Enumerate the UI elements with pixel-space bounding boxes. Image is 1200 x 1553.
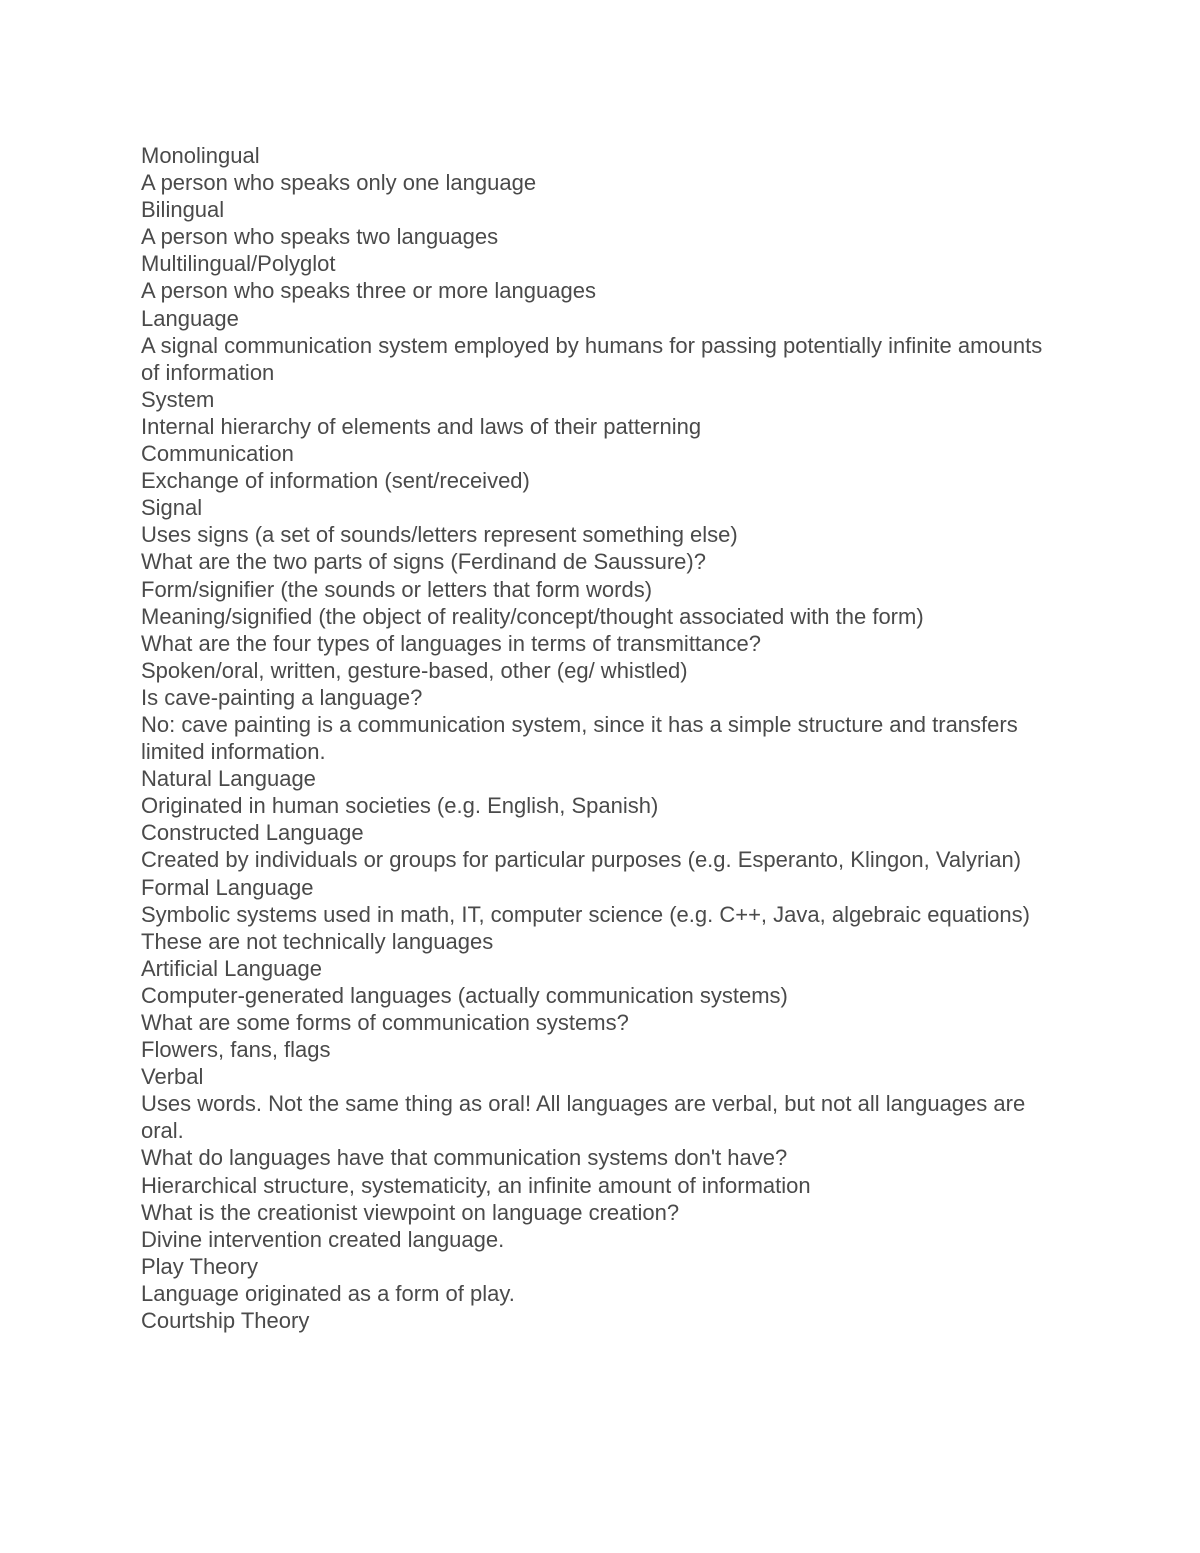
term-natural-language: Natural Language (141, 766, 316, 792)
term-artificial-language: Artificial Language (141, 955, 323, 981)
definition-monolingual: A person who speaks only one language (141, 170, 537, 196)
note-formal-language: These are not technically languages (141, 928, 494, 954)
answer-communication-forms: Flowers, fans, flags (141, 1037, 331, 1063)
question-sign-parts: What are the two parts of signs (Ferdinand de Saussure)? (141, 549, 706, 575)
term-monolingual: Monolingual (141, 143, 260, 168)
definition-signal: Uses signs (a set of sounds/letters represent something else) (141, 522, 738, 548)
term-verbal: Verbal (141, 1064, 204, 1090)
term-system: System (141, 386, 215, 412)
term-courtship-theory: Courtship Theory (141, 1308, 310, 1334)
definition-artificial-language: Computer-generated languages (actually communication systems) (141, 982, 788, 1008)
definition-play-theory: Language originated as a form of play. (141, 1280, 515, 1306)
term-constructed-language: Constructed Language (141, 820, 364, 846)
document-body (141, 142, 1061, 1334)
answer-form-signifier: Form/signifier (the sounds or letters that form words) (141, 576, 653, 602)
question-transmittance-types: What are the four types of languages in terms of transmittance? (141, 630, 761, 656)
answer-transmittance-types: Spoken/oral, written, gesture-based, other (eg/ whistled) (141, 657, 688, 683)
question-cave-painting: Is cave-painting a language? (141, 684, 423, 710)
definition-communication: Exchange of information (sent/received) (141, 468, 530, 494)
definition-constructed-language: Created by individuals or groups for particular purposes (e.g. Esperanto, Klingon, Valyrian) (141, 847, 1022, 873)
question-creationist-viewpoint: What is the creationist viewpoint on language creation? (141, 1199, 680, 1225)
question-communication-forms: What are some forms of communication systems? (141, 1010, 629, 1035)
definition-formal-language: Symbolic systems used in math, IT, computer science (e.g. C++, Java, algebraic equations) (141, 901, 1030, 927)
term-communication: Communication (141, 441, 294, 467)
definition-system: Internal hierarchy of elements and laws of their patterning (141, 413, 702, 439)
term-bilingual: Bilingual (141, 197, 225, 223)
definition-multilingual: A person who speaks three or more languages (141, 278, 596, 304)
term-play-theory: Play Theory (141, 1253, 258, 1279)
term-language: Language (141, 305, 239, 331)
term-multilingual: Multilingual/Polyglot (141, 251, 336, 277)
term-signal: Signal (141, 495, 203, 521)
definition-bilingual: A person who speaks two languages (141, 224, 499, 250)
answer-cave-painting: No: cave painting is a communication system, since it has a simple structure and transfers limited information. (141, 711, 1018, 765)
question-language-vs-systems: What do languages have that communication systems don't have? (141, 1145, 788, 1171)
definition-natural-language: Originated in human societies (e.g. English, Spanish) (141, 793, 659, 819)
term-formal-language: Formal Language (141, 874, 314, 900)
definition-language: A signal communication system employed by humans for passing potentially infinite amounts of information (141, 332, 1043, 385)
definition-verbal: Uses words. Not the same thing as oral! All languages are verbal, but not all languages are oral. (141, 1091, 1026, 1144)
answer-creationist-viewpoint: Divine intervention created language. (141, 1226, 505, 1252)
answer-meaning-signified: Meaning/signified (the object of reality/concept/thought associated with the form) (141, 603, 924, 629)
answer-language-vs-systems: Hierarchical structure, systematicity, an infinite amount of information (141, 1172, 811, 1198)
